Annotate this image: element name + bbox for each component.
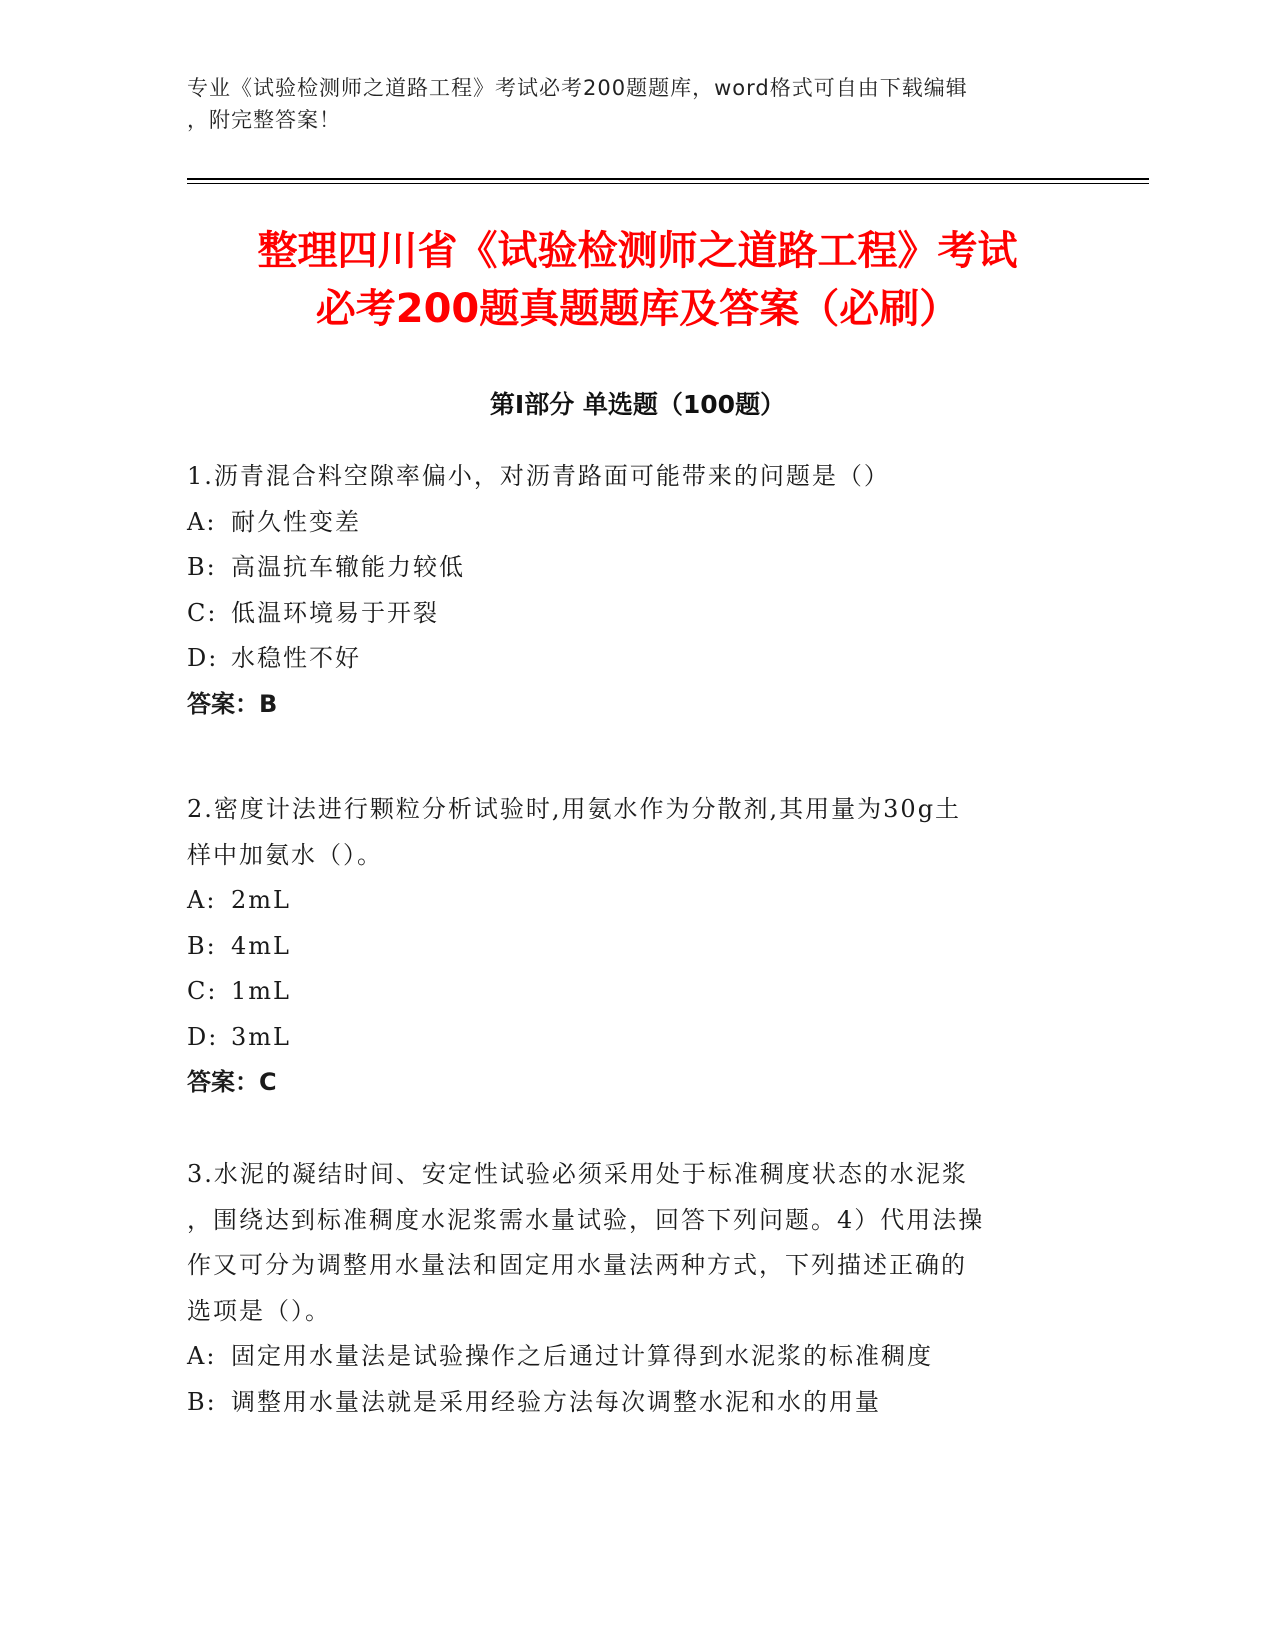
option-key: A: xyxy=(187,886,217,914)
question-stem: 1.沥青混合料空隙率偏小，对沥青路面可能带来的问题是（） xyxy=(187,462,890,490)
document-title-line-1: 整理四川省《试验检测师之道路工程》考试 xyxy=(257,228,1018,274)
option-c xyxy=(187,969,1087,1015)
option-key: B: xyxy=(187,931,217,960)
option-text: 2mL xyxy=(231,886,291,914)
header-note-line-2: ，附完整答案！ xyxy=(187,108,341,132)
question-stem-line-1: 3.水泥的凝结时间、安定性试验必须采用处于标准稠度状态的水泥浆 xyxy=(187,1160,968,1188)
option-d xyxy=(187,636,1087,682)
header-note xyxy=(187,72,1087,136)
header-divider-thick xyxy=(187,178,1149,180)
option-b xyxy=(187,545,1087,591)
option-text: 低温环境易于开裂 xyxy=(231,598,439,627)
option-key: B: xyxy=(187,553,217,581)
question-stem-line-3: 作又可分为调整用水量法和固定用水量法两种方式，下列描述正确的 xyxy=(187,1251,967,1279)
option-key: A: xyxy=(187,1342,217,1370)
option-text: 固定用水量法是试验操作之后通过计算得到水泥浆的标准稠度 xyxy=(231,1342,933,1370)
question-stem-line-4: 选项是（）。 xyxy=(187,1296,331,1325)
option-text: 耐久性变差 xyxy=(231,507,361,536)
answer: 答案：C xyxy=(187,1068,277,1096)
option-d xyxy=(187,1015,1087,1061)
answer: 答案：B xyxy=(187,689,278,718)
question-stem-line-1: 2.密度计法进行颗粒分析试验时,用氨水作为分散剂,其用量为30g土 xyxy=(187,795,962,823)
option-b xyxy=(187,1380,1087,1426)
section-title: 第I部分 单选题（100题） xyxy=(489,390,786,419)
question-1 xyxy=(187,454,1087,727)
option-text: 1mL xyxy=(231,977,291,1005)
question-stem-line-2: ，围绕达到标准稠度水泥浆需水量试验，回答下列问题。4）代用法操 xyxy=(187,1205,985,1234)
option-key: C: xyxy=(187,977,218,1005)
question-2 xyxy=(187,787,1087,1106)
option-text: 高温抗车辙能力较低 xyxy=(231,553,465,581)
option-c xyxy=(187,591,1087,637)
option-text: 水稳性不好 xyxy=(231,644,361,672)
question-stem-line-2: 样中加氨水（）。 xyxy=(187,840,383,869)
option-a xyxy=(187,878,1087,924)
option-key: B: xyxy=(187,1387,217,1416)
document-title xyxy=(150,222,1125,338)
question-3 xyxy=(187,1152,1087,1425)
option-key: A: xyxy=(187,507,217,536)
option-text: 4mL xyxy=(231,931,291,960)
option-key: D: xyxy=(187,644,219,672)
option-key: C: xyxy=(187,598,218,627)
option-text: 调整用水量法就是采用经验方法每次调整水泥和水的用量 xyxy=(231,1387,881,1416)
option-b xyxy=(187,924,1087,970)
option-text: 3mL xyxy=(231,1022,291,1051)
document-title-line-2: 必考200题真题题库及答案（必刷） xyxy=(315,286,960,332)
header-note-line-1: 专业《试验检测师之道路工程》考试必考200题题库，word格式可自由下载编辑 xyxy=(187,76,968,100)
option-key: D: xyxy=(187,1022,219,1051)
header-divider-thin xyxy=(187,183,1149,184)
option-a xyxy=(187,500,1087,546)
option-a xyxy=(187,1334,1087,1380)
